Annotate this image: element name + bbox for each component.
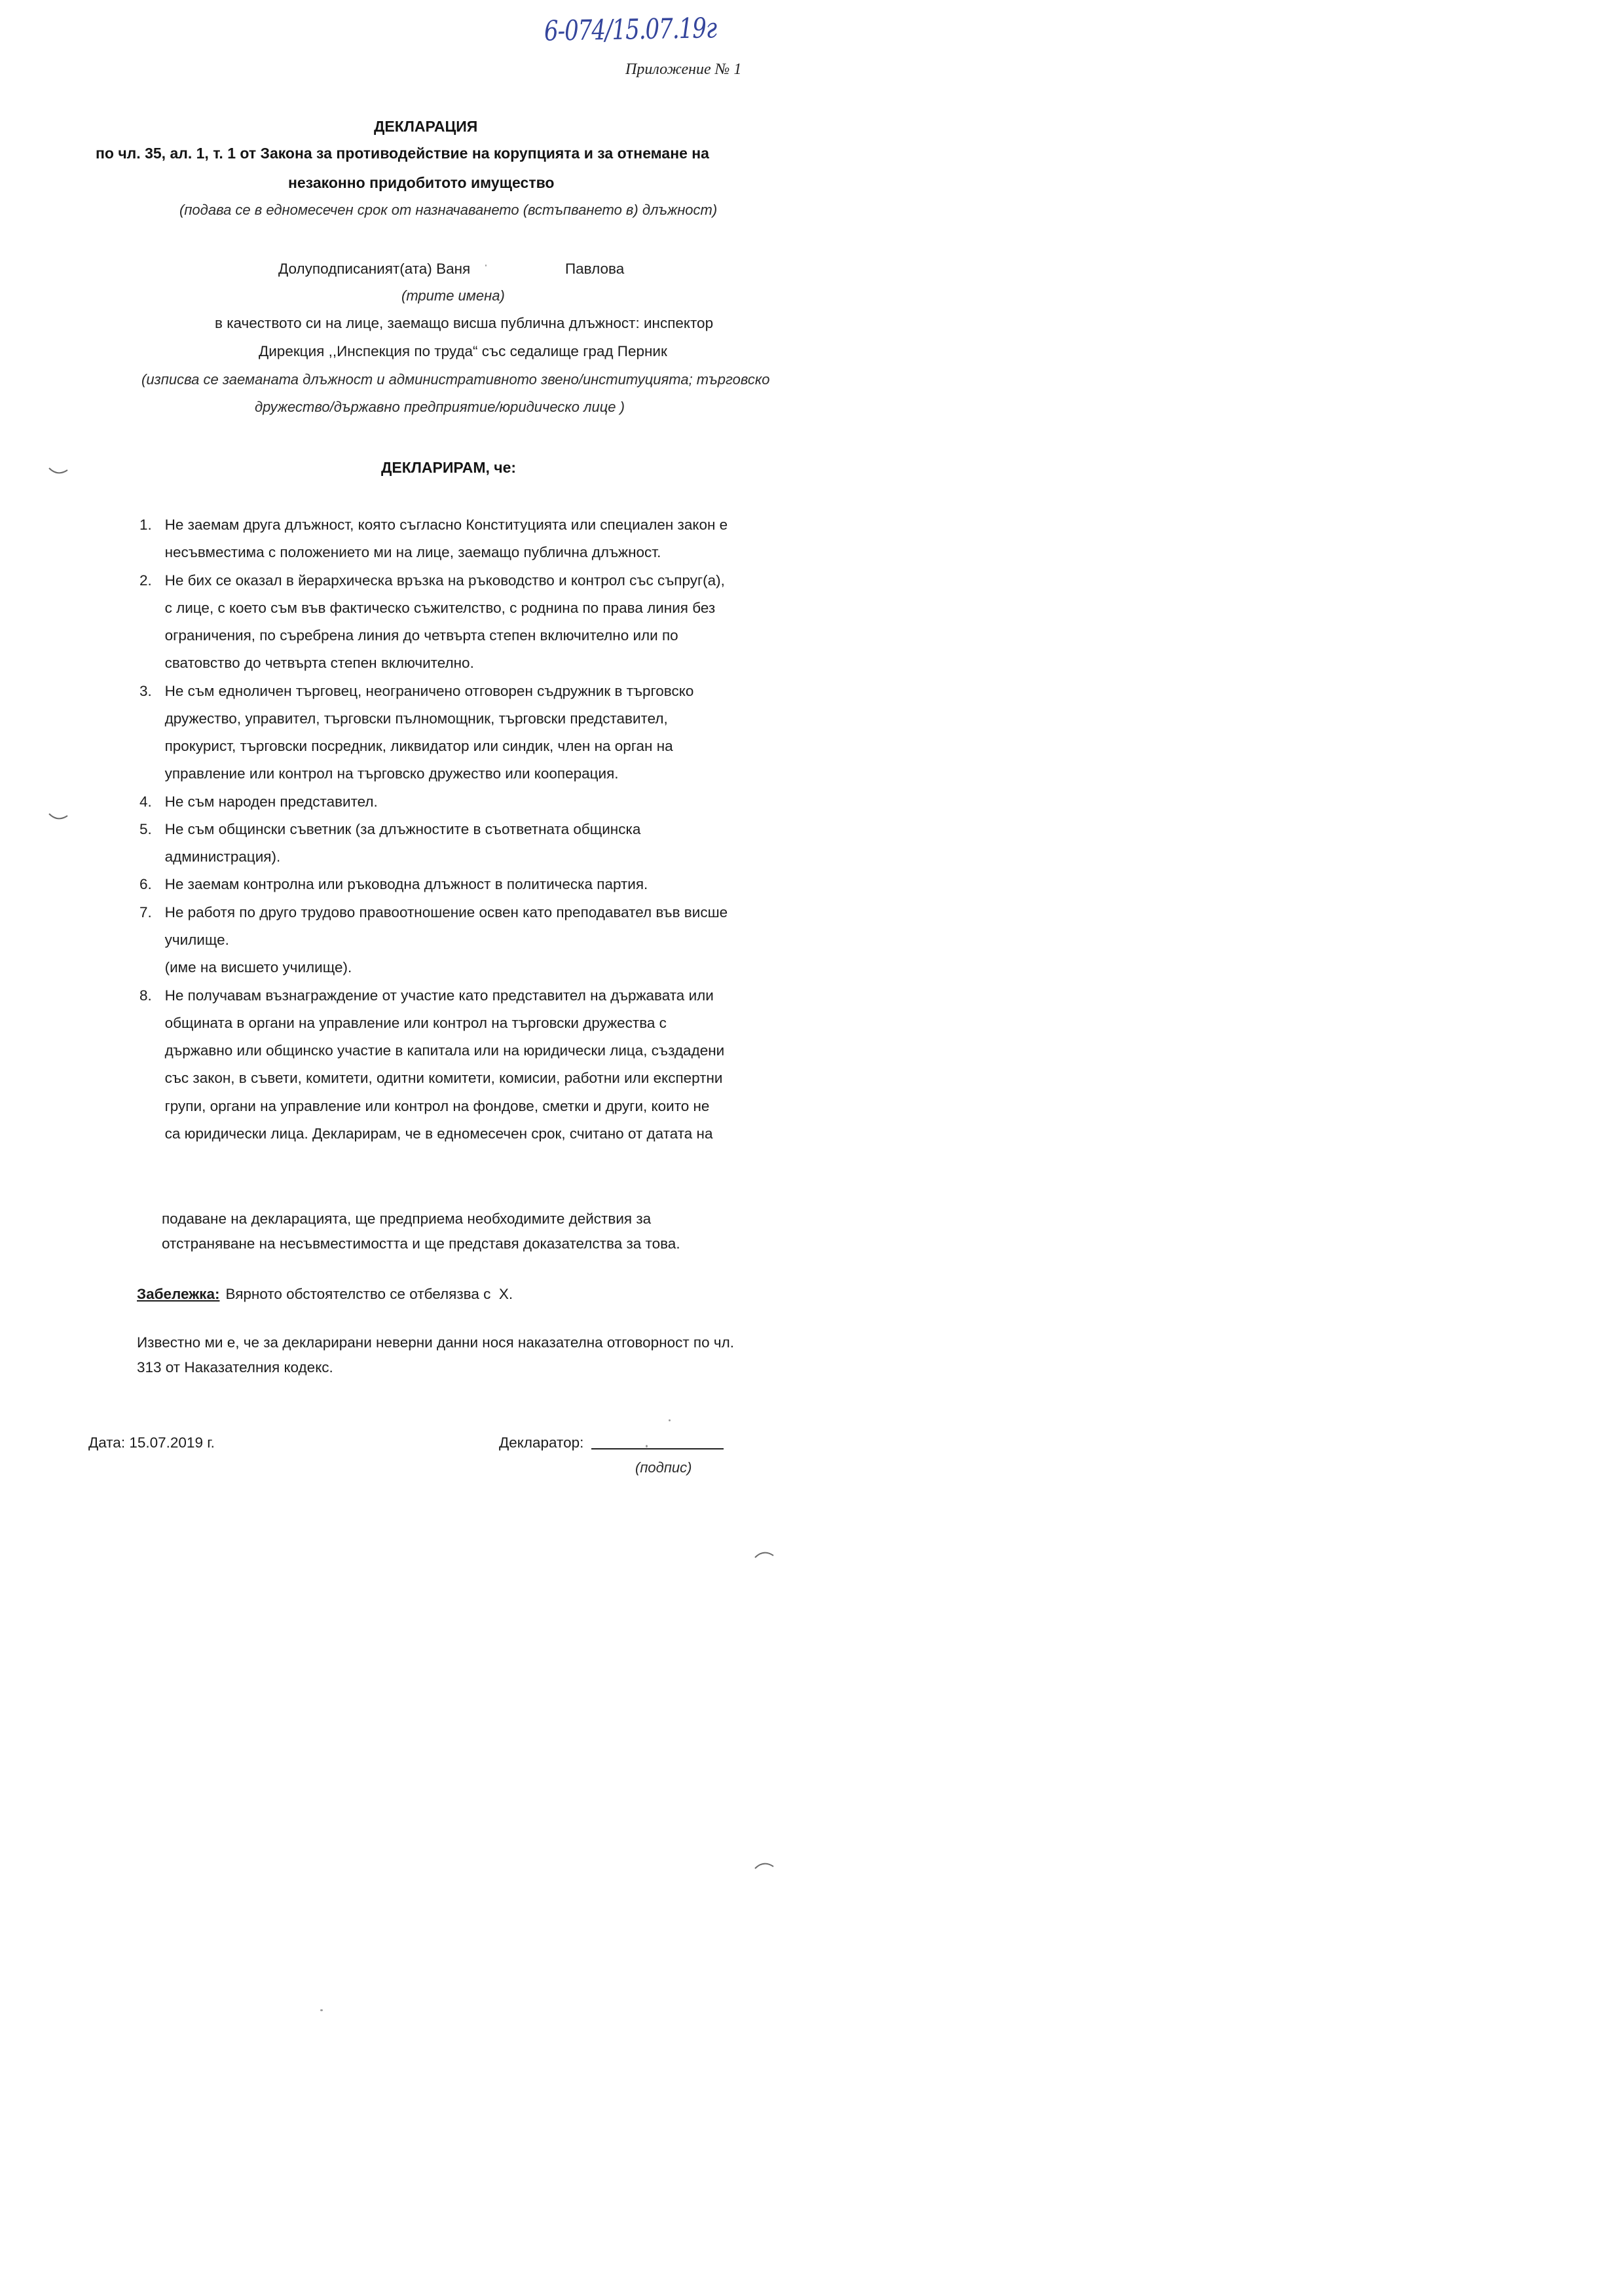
scan-speck	[646, 1445, 648, 1448]
item-text-line: управление или контрол на търговско дружество или кооперация.	[164, 765, 619, 782]
item-text-line: училище.	[164, 931, 229, 948]
position-hint-line-1: (изписва се заеманата длъжност и административното звено/институцията; търговско	[141, 371, 770, 388]
scan-mark	[48, 466, 68, 478]
declaration-item-3	[139, 678, 807, 788]
item-text-line: групи, органи на управление или контрол на фондове, сметки и други, които не	[164, 1097, 710, 1114]
item-number: 6.	[139, 876, 152, 893]
scan-mark	[48, 812, 68, 824]
declaration-item-1	[139, 511, 807, 567]
item-text	[165, 871, 807, 898]
date-value: 15.07.2019 г.	[129, 1434, 215, 1451]
item-text-line: несъвместима с положението ми на лице, заемащо публична длъжност.	[164, 544, 661, 561]
date-label: Дата:	[88, 1434, 126, 1451]
signature-hint: (подпис)	[635, 1459, 692, 1476]
annex-label: Приложение № 1	[625, 61, 742, 78]
note-label: Забележка:	[137, 1286, 220, 1302]
liability-line-2: 313 от Наказателния кодекс.	[137, 1359, 333, 1376]
item-number: 1.	[139, 517, 152, 533]
declaration-item-8	[139, 982, 807, 1148]
declarant-last-name: Павлова	[565, 261, 625, 277]
declarant-label: Долуподписаният(ата)	[278, 261, 432, 277]
continuation-line-2: отстраняване на несъвместимостта и ще представя доказателства за това.	[162, 1235, 680, 1252]
item-text-line: с лице, с което съм във фактическо съжителство, с роднина по права линия без	[164, 599, 716, 616]
item-text	[165, 788, 807, 816]
declare-heading: ДЕКЛАРИРАМ, че:	[381, 459, 517, 476]
item-number: 7.	[139, 903, 152, 920]
item-text	[165, 816, 807, 871]
item-number: 3.	[139, 682, 152, 699]
legal-basis-line-1: по чл. 35, ал. 1, т. 1 от Закона за противодействие на корупцията и за отнемане на	[96, 145, 709, 162]
document-title: ДЕКЛАРАЦИЯ	[374, 118, 478, 135]
item-text-line: Не заемам контролна или ръководна длъжност в политическа партия.	[164, 876, 648, 893]
item-text	[165, 899, 807, 982]
item-text-line: сватовство до четвърта степен включително.	[164, 655, 474, 672]
item-text-line: Не заемам друга длъжност, която съгласно Конституцията или специален закон е	[164, 517, 728, 533]
item-text-line: администрация).	[164, 848, 281, 866]
declaration-item-5	[139, 816, 807, 871]
item-text-line: ограничения, по съребрена линия до четвърта степен включително или по	[164, 627, 678, 644]
position-hint-line-2: дружество/държавно предприятие/юридическо лице )	[255, 399, 625, 415]
scan-speck	[485, 264, 487, 266]
item-text-line: Не съм общински съветник (за длъжностите в съответната общинска	[164, 820, 641, 837]
signature-line	[591, 1448, 724, 1449]
submission-note: (подава се в едномесечен срок от назначаването (встъпването в) длъжност)	[179, 202, 718, 218]
registration-number-handwritten: 6-074/15.07.19г	[544, 12, 717, 48]
item-text	[165, 511, 807, 567]
declarant-first-name: Ваня	[436, 261, 471, 277]
declaration-item-7	[139, 899, 807, 982]
item-text-line: са юридически лица. Декларирам, че в едномесечен срок, считано от датата на	[164, 1125, 713, 1142]
declaration-item-2	[139, 567, 807, 678]
item-text-line: Не получавам възнаграждение от участие като представител на държавата или	[164, 987, 714, 1004]
scan-speck	[320, 2009, 323, 2011]
item-text	[165, 567, 807, 678]
declarations-list	[139, 511, 807, 1148]
liability-line-1: Известно ми е, че за декларирани неверни данни нося наказателна отговорност по чл.	[137, 1334, 734, 1351]
item-number: 8.	[139, 987, 152, 1004]
item-number: 5.	[139, 820, 152, 837]
continuation-line-1: подаване на декларацията, ще предприема необходимите действия за	[162, 1211, 652, 1227]
declaration-item-6	[139, 871, 807, 898]
item-text-line: Не съм едноличен търговец, неограничено отговорен съдружник в търговско	[164, 682, 694, 699]
declaration-item-4	[139, 788, 807, 816]
names-hint: (трите имена)	[401, 287, 505, 304]
note-text: Вярното обстоятелство се отбелязва с Х.	[225, 1286, 513, 1302]
item-number: 2.	[139, 572, 152, 589]
declarant-name-line	[278, 255, 470, 283]
date-line	[88, 1429, 215, 1457]
item-text-line: със закон, в съвети, комитети, одитни комитети, комисии, работни или експертни	[164, 1070, 723, 1087]
legal-basis-line-2: незаконно придобитото имущество	[288, 174, 555, 191]
item-text-line: Не работя по друго трудово правоотношение освен като преподавател във висше	[164, 903, 728, 920]
item-number: 4.	[139, 793, 152, 810]
scan-mark	[754, 1549, 774, 1559]
item-text-line: прокурист, търговски посредник, ликвидатор или синдик, член на орган на	[164, 738, 673, 755]
position-line-2: Дирекция ,,Инспекция по труда“ със седалище град Перник	[259, 343, 667, 359]
item-text	[165, 678, 807, 788]
item-text-line: (име на висшето училище).	[164, 959, 352, 976]
item-text	[165, 982, 807, 1148]
scan-mark	[754, 1860, 774, 1870]
scan-speck	[669, 1419, 671, 1421]
item-text-line: държавно или общинско участие в капитала или на юридически лица, създадени	[164, 1042, 725, 1059]
item-text-line: общината в органи на управление или контрол на търговски дружества с	[164, 1014, 667, 1031]
item-text-line: дружество, управител, търговски пълномощник, търговски представител,	[164, 710, 668, 727]
item-text-line: Не съм народен представител.	[164, 793, 378, 810]
item-text-line: Не бих се оказал в йерархическа връзка на ръководство и контрол със съпруг(а),	[164, 572, 725, 589]
position-line-1: в качеството си на лице, заемащо висша публична длъжност: инспектор	[215, 315, 714, 331]
declarant-signature-label: Декларатор:	[499, 1434, 584, 1451]
note-line	[137, 1281, 513, 1308]
